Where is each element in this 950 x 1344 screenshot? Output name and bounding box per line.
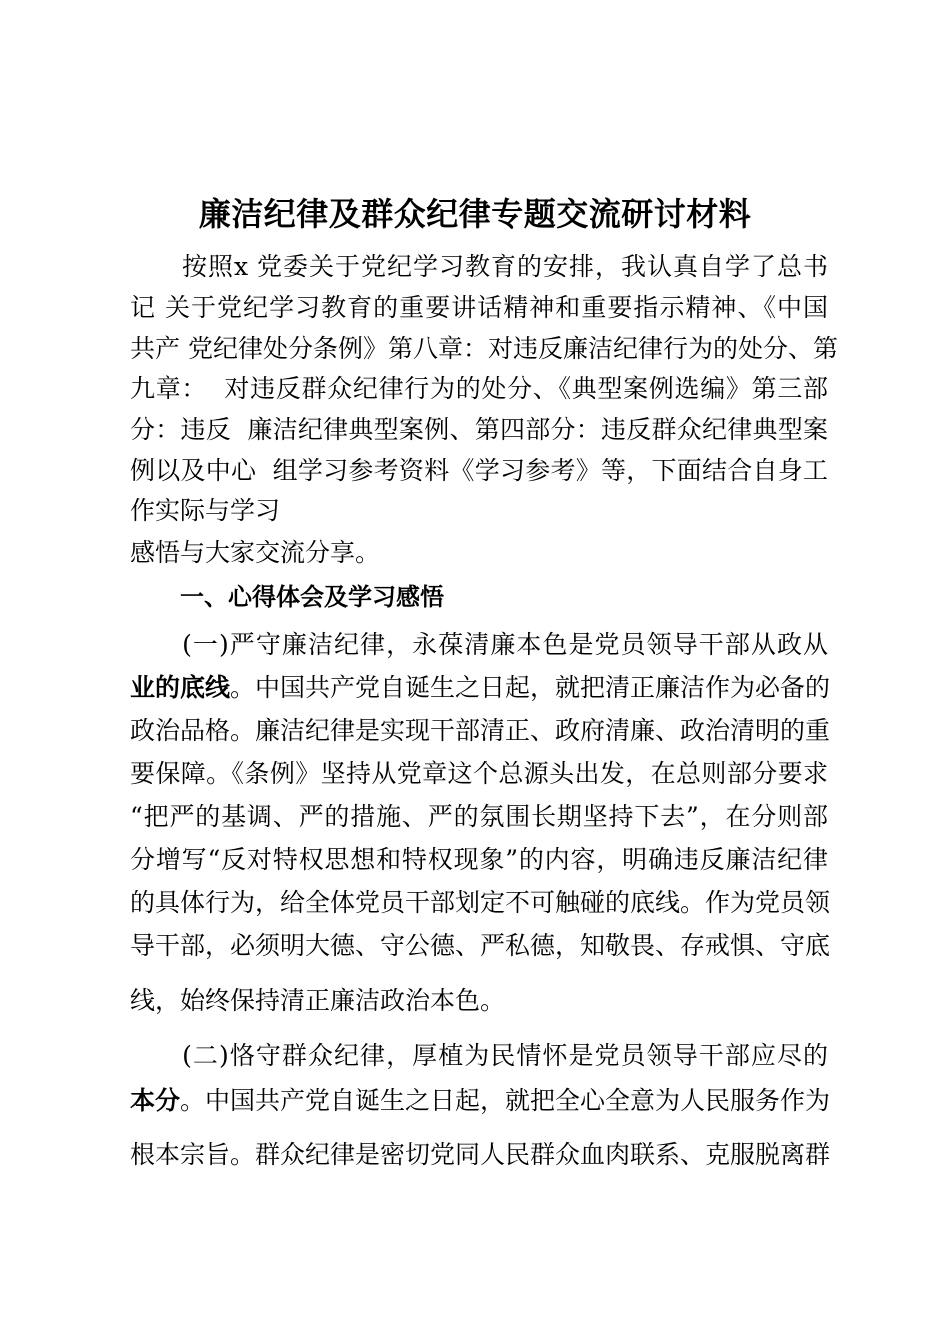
para1-second-line xyxy=(130,670,831,706)
document-title: 廉洁纪律及群众纪律专题交流研讨材料 xyxy=(198,195,752,233)
para1-line: 线，始终保持清正廉洁政治本色。 xyxy=(130,986,506,1015)
para1-first-line: (一)严守廉洁纪律，永葆清廉本色是党员领导干部从政从 xyxy=(130,630,828,659)
intro-line: 九章： 对违反群众纪律行为的处分、《典型案例选编》第三部 xyxy=(130,374,828,403)
para2-line: 根本宗旨。群众纪律是密切党同人民群众血肉联系、克服脱离群 xyxy=(130,1140,831,1169)
para1-line: 政治品格。廉洁纪律是实现干部清正、政府清廉、政治清明的重 xyxy=(130,716,831,745)
intro-line: 共产 党纪律处分条例》第八章：对违反廉洁纪律行为的处分、第 xyxy=(130,334,838,363)
intro-line: 例以及中心 组学习参考资料《学习参考》等，下面结合自身工 xyxy=(130,456,828,485)
para1-line: 导干部，必须明大德、守公德、严私德，知敬畏、存戒惧、守底 xyxy=(130,931,831,960)
para2-second-line-rest: 。中国共产党自诞生之日起，就把全心全意为人民服务作为 xyxy=(180,1086,831,1115)
para2-second-line xyxy=(130,1083,831,1119)
intro-line: 分：违反 廉洁纪律典型案例、第四部分：违反群众纪律典型案 xyxy=(130,415,828,444)
para1-line: 的具体行为，给全体党员干部划定不可触碰的底线。作为党员领 xyxy=(130,888,831,917)
para1-line: “把严的基调、严的措施、严的氛围长期坚持下去”，在分则部 xyxy=(130,802,828,831)
para1-bold-lead: 业的底线 xyxy=(130,673,231,702)
para1-line: 要保障。《条例》坚持从党章这个总源头出发，在总则部分要求 xyxy=(130,759,828,788)
intro-tail: 感悟与大家交流分享。 xyxy=(130,538,381,567)
para2-first-line: (二)恪守群众纪律，厚植为民情怀是党员领导干部应尽的 xyxy=(130,1041,828,1070)
section-heading: 一、心得体会及学习感悟 xyxy=(180,583,444,611)
para1-second-line-rest: 。中国共产党自诞生之日起，就把清正廉洁作为必备的 xyxy=(230,673,831,702)
intro-line: 作实际与学习 xyxy=(130,496,281,525)
intro-line: 记 关于党纪学习教育的重要讲话精神和重要指示精神、《中国 xyxy=(130,293,828,322)
para2-bold-lead: 本分 xyxy=(130,1086,181,1115)
intro-line: 按照x 党委关于党纪学习教育的安排，我认真自学了总书 xyxy=(130,252,828,281)
para1-line: 分增写“反对特权思想和特权现象”的内容，明确违反廉洁纪律 xyxy=(130,845,828,874)
